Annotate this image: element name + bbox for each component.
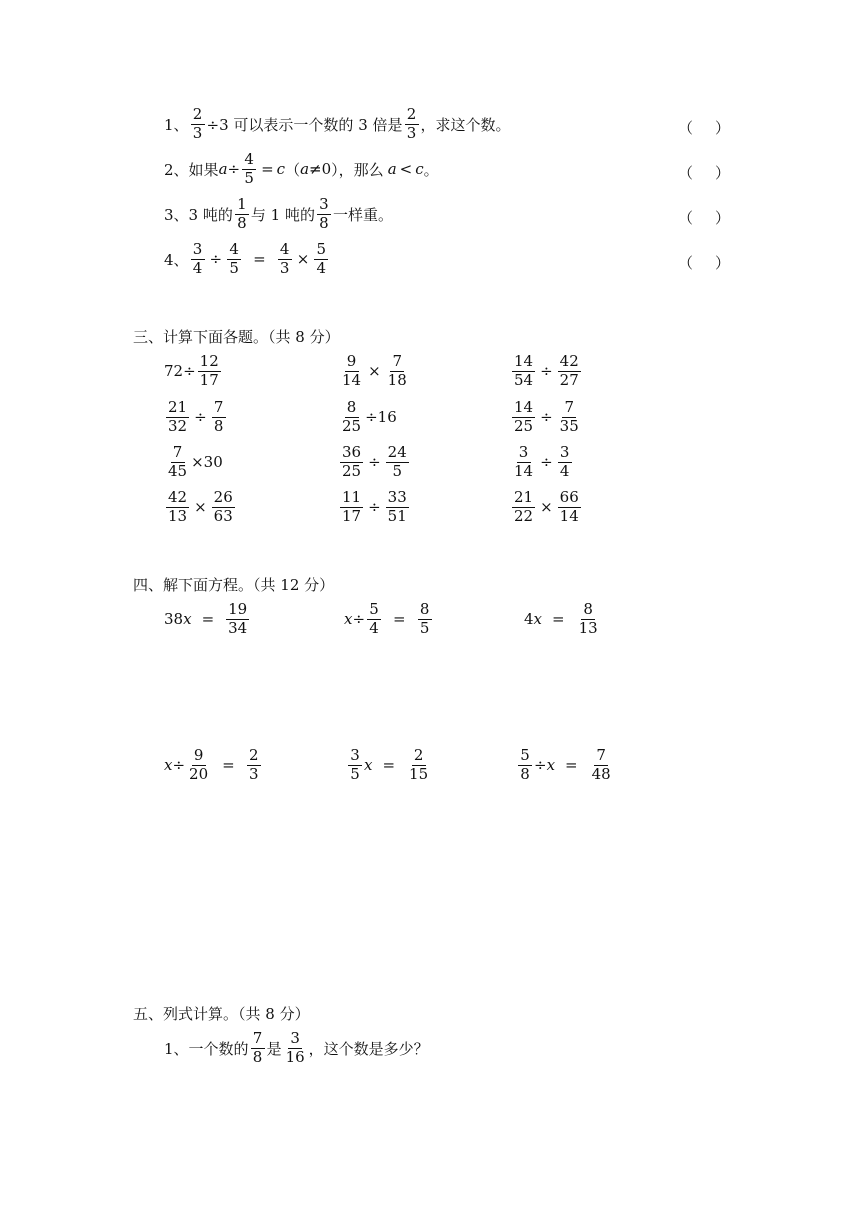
numerator: 8 bbox=[418, 602, 432, 620]
fraction bbox=[191, 242, 205, 277]
fraction bbox=[348, 748, 362, 783]
denominator: 16 bbox=[285, 1047, 305, 1066]
answer-parentheses[interactable] bbox=[678, 162, 730, 183]
math-text: a bbox=[300, 160, 310, 179]
numerator: 7 bbox=[390, 354, 404, 372]
math-text: ÷ bbox=[194, 408, 207, 427]
denominator: 5 bbox=[229, 258, 239, 277]
fraction bbox=[367, 602, 381, 637]
denominator: 32 bbox=[168, 416, 188, 435]
denominator: 34 bbox=[228, 618, 248, 637]
math-text: 38 bbox=[164, 610, 184, 629]
fraction bbox=[242, 152, 256, 187]
denominator: 14 bbox=[342, 370, 362, 389]
math-text: 一样重。 bbox=[332, 205, 393, 224]
calc-problem-2 bbox=[338, 354, 411, 389]
math-text: = bbox=[552, 610, 565, 629]
calc-problem-5 bbox=[338, 400, 397, 435]
denominator: 3 bbox=[279, 258, 290, 277]
numerator: 4 bbox=[278, 242, 292, 260]
numerator: 2 bbox=[191, 107, 205, 125]
fraction bbox=[558, 445, 572, 480]
math-text: = bbox=[382, 756, 396, 775]
denominator: 8 bbox=[213, 416, 224, 435]
math-text: 如果 bbox=[188, 160, 219, 179]
item-number: 4、 bbox=[164, 250, 189, 269]
numerator: 7 bbox=[212, 400, 226, 418]
word-problem-1 bbox=[164, 1031, 429, 1066]
equation-1 bbox=[164, 602, 251, 637]
denominator: 5 bbox=[244, 168, 254, 187]
judgment-item-4 bbox=[164, 242, 330, 277]
fraction bbox=[251, 1031, 265, 1066]
numerator: 3 bbox=[558, 445, 572, 463]
math-text: ），那么 bbox=[331, 160, 384, 179]
section-4-title: 四、解下面方程。（共 12 分） bbox=[133, 576, 335, 594]
math-text: ÷ bbox=[540, 362, 553, 381]
math-text: a bbox=[387, 160, 397, 179]
calc-problem-6 bbox=[510, 400, 583, 435]
math-text: （ bbox=[678, 119, 694, 137]
numerator: 2 bbox=[405, 107, 419, 125]
numerator: 5 bbox=[314, 242, 328, 260]
math-text: × bbox=[191, 453, 204, 472]
fraction bbox=[340, 400, 363, 435]
denominator: 63 bbox=[213, 506, 233, 525]
numerator: 24 bbox=[387, 443, 407, 461]
numerator: 42 bbox=[559, 352, 579, 370]
numerator: 4 bbox=[242, 152, 256, 170]
math-text: 与 1 吨的 bbox=[250, 205, 315, 224]
math-text: ） bbox=[714, 119, 730, 137]
math-text: x bbox=[183, 610, 192, 629]
fraction bbox=[212, 490, 235, 525]
answer-parentheses[interactable] bbox=[678, 252, 730, 273]
math-text: 3 吨的 bbox=[188, 205, 233, 224]
fraction bbox=[386, 490, 409, 525]
fraction bbox=[284, 1031, 307, 1066]
fraction bbox=[191, 107, 205, 142]
numerator: 7 bbox=[562, 400, 576, 418]
math-text: c bbox=[276, 160, 286, 179]
numerator: 12 bbox=[199, 352, 219, 370]
denominator: 4 bbox=[559, 461, 570, 480]
math-text: ÷ bbox=[183, 362, 196, 381]
section-5-title: 五、列式计算。（共 8 分） bbox=[133, 1005, 310, 1023]
numerator: 9 bbox=[192, 748, 206, 766]
math-text: ÷ bbox=[352, 610, 366, 629]
fraction bbox=[226, 602, 249, 637]
denominator: 45 bbox=[168, 461, 188, 480]
math-text: ÷ bbox=[368, 453, 381, 472]
fraction bbox=[340, 445, 363, 480]
numerator: 4 bbox=[227, 242, 241, 260]
numerator: 2 bbox=[247, 748, 261, 766]
calc-problem-4 bbox=[164, 400, 228, 435]
question-text: ，求这个数。 bbox=[420, 115, 511, 134]
fraction bbox=[166, 400, 189, 435]
math-text: × bbox=[540, 498, 553, 517]
fraction bbox=[314, 242, 328, 277]
numerator: 7 bbox=[251, 1031, 265, 1049]
fraction bbox=[512, 490, 535, 525]
equation-5 bbox=[346, 748, 432, 783]
fraction bbox=[340, 490, 363, 525]
fraction bbox=[187, 748, 210, 783]
fraction bbox=[512, 400, 535, 435]
math-text: x bbox=[164, 756, 173, 775]
math-text: ÷ bbox=[227, 160, 241, 179]
denominator: 17 bbox=[199, 370, 219, 389]
equation-6 bbox=[516, 748, 615, 783]
denominator: 5 bbox=[392, 461, 402, 480]
numerator: 3 bbox=[288, 1031, 302, 1049]
item-number: 3、 bbox=[164, 205, 189, 224]
math-text: = bbox=[261, 160, 274, 179]
math-text: = bbox=[565, 756, 578, 775]
numerator: 3 bbox=[517, 445, 531, 463]
numerator: 11 bbox=[342, 488, 362, 506]
math-text: 4 bbox=[524, 610, 534, 629]
math-text: x bbox=[546, 756, 556, 775]
math-text: ） bbox=[714, 254, 730, 272]
fraction bbox=[558, 354, 581, 389]
question-text: ÷3 可以表示一个数的 3 倍是 bbox=[206, 115, 403, 134]
numerator: 7 bbox=[594, 748, 608, 766]
math-text: x bbox=[364, 756, 373, 775]
calc-problem-7 bbox=[164, 445, 223, 480]
fraction bbox=[317, 197, 331, 232]
numerator: 21 bbox=[168, 398, 188, 416]
calc-problem-12 bbox=[510, 490, 583, 525]
math-text: ÷ bbox=[534, 756, 547, 775]
math-text: ÷ bbox=[209, 250, 223, 269]
math-text: = bbox=[201, 610, 215, 629]
math-text: = bbox=[393, 610, 406, 629]
denominator: 3 bbox=[248, 764, 259, 783]
math-text: ） bbox=[714, 209, 730, 227]
fraction bbox=[247, 748, 261, 783]
math-text: 是 bbox=[266, 1039, 282, 1058]
math-text: （ bbox=[678, 254, 694, 272]
numerator: 42 bbox=[168, 488, 188, 506]
numerator: 66 bbox=[559, 488, 579, 506]
denominator: 25 bbox=[514, 416, 534, 435]
denominator: 18 bbox=[387, 370, 407, 389]
fraction bbox=[558, 400, 581, 435]
denominator: 8 bbox=[319, 213, 329, 232]
denominator: 5 bbox=[350, 764, 360, 783]
math-text: = bbox=[253, 250, 266, 269]
math-text: c bbox=[415, 160, 424, 179]
item-number: 1、 bbox=[164, 115, 189, 134]
numerator: 5 bbox=[518, 748, 532, 766]
math-text: a bbox=[218, 160, 228, 179]
denominator: 51 bbox=[387, 506, 407, 525]
denominator: 54 bbox=[514, 370, 534, 389]
numerator: 19 bbox=[228, 600, 248, 618]
math-text: 72 bbox=[164, 362, 184, 381]
fraction bbox=[405, 107, 419, 142]
math-text: × bbox=[296, 250, 310, 269]
fraction bbox=[386, 354, 409, 389]
numerator: 3 bbox=[317, 197, 331, 215]
fraction bbox=[340, 354, 363, 389]
equation-4 bbox=[164, 748, 263, 783]
denominator: 14 bbox=[514, 461, 534, 480]
fraction bbox=[212, 400, 226, 435]
numerator: 3 bbox=[191, 242, 205, 260]
fraction bbox=[166, 490, 189, 525]
denominator: 5 bbox=[419, 618, 430, 637]
fraction bbox=[518, 748, 532, 783]
fraction bbox=[386, 445, 409, 480]
judgment-item-2 bbox=[164, 152, 439, 187]
denominator: 25 bbox=[342, 461, 362, 480]
denominator: 13 bbox=[168, 506, 188, 525]
numerator: 36 bbox=[342, 443, 362, 461]
numerator: 2 bbox=[412, 748, 426, 766]
equation-2 bbox=[344, 602, 434, 637]
math-text: × bbox=[194, 498, 207, 517]
denominator: 8 bbox=[520, 764, 530, 783]
denominator: 25 bbox=[342, 416, 362, 435]
fraction bbox=[407, 748, 430, 783]
denominator: 20 bbox=[189, 764, 209, 783]
fraction bbox=[235, 197, 249, 232]
denominator: 14 bbox=[559, 506, 579, 525]
calc-problem-8 bbox=[338, 445, 411, 480]
numerator: 14 bbox=[514, 352, 534, 370]
math-text: ÷ bbox=[540, 453, 553, 472]
numerator: 14 bbox=[514, 398, 534, 416]
fraction bbox=[198, 354, 221, 389]
numerator: 8 bbox=[581, 602, 595, 620]
calc-problem-1 bbox=[164, 354, 223, 389]
fraction bbox=[558, 490, 581, 525]
numerator: 3 bbox=[348, 748, 362, 766]
numerator: 26 bbox=[213, 488, 233, 506]
numerator: 33 bbox=[387, 488, 407, 506]
math-text: ，这个数是多少？ bbox=[308, 1039, 429, 1058]
fraction bbox=[278, 242, 292, 277]
numerator: 8 bbox=[345, 400, 359, 418]
math-text: x bbox=[533, 610, 543, 629]
denominator: 13 bbox=[578, 618, 598, 637]
math-text: 一个数的 bbox=[188, 1039, 249, 1058]
calc-problem-9 bbox=[510, 445, 574, 480]
math-text: ÷ bbox=[365, 408, 378, 427]
math-text: ≠0 bbox=[309, 160, 332, 179]
math-text: （ bbox=[678, 164, 694, 182]
math-text: 1、 bbox=[164, 1039, 189, 1058]
math-text: 16 bbox=[377, 408, 397, 427]
math-text: = bbox=[222, 756, 235, 775]
math-text: ÷ bbox=[368, 498, 381, 517]
calc-problem-11 bbox=[338, 490, 411, 525]
denominator: 8 bbox=[237, 213, 247, 232]
denominator: 3 bbox=[192, 123, 203, 142]
numerator: 9 bbox=[345, 354, 359, 372]
denominator: 3 bbox=[406, 123, 417, 142]
math-text: （ bbox=[678, 209, 694, 227]
math-text: < bbox=[399, 160, 413, 179]
denominator: 8 bbox=[252, 1047, 263, 1066]
math-text: ÷ bbox=[172, 756, 186, 775]
denominator: 4 bbox=[316, 258, 327, 277]
fraction bbox=[590, 748, 613, 783]
judgment-item-1 bbox=[164, 107, 511, 142]
answer-parentheses[interactable] bbox=[678, 117, 730, 138]
denominator: 4 bbox=[192, 258, 203, 277]
fraction bbox=[512, 445, 535, 480]
fraction bbox=[166, 445, 189, 480]
denominator: 15 bbox=[409, 764, 429, 783]
fraction bbox=[577, 602, 600, 637]
judgment-item-3 bbox=[164, 197, 393, 232]
math-text: 。 bbox=[423, 160, 439, 179]
math-text: ） bbox=[714, 164, 730, 182]
calc-problem-3 bbox=[510, 354, 583, 389]
math-text: ÷ bbox=[540, 408, 553, 427]
answer-parentheses[interactable] bbox=[678, 207, 730, 228]
denominator: 35 bbox=[559, 416, 579, 435]
fraction bbox=[418, 602, 432, 637]
numerator: 21 bbox=[514, 488, 534, 506]
denominator: 17 bbox=[342, 506, 362, 525]
fraction bbox=[512, 354, 535, 389]
item-number: 2、 bbox=[164, 160, 189, 179]
equation-3 bbox=[524, 602, 602, 637]
denominator: 27 bbox=[559, 370, 579, 389]
numerator: 7 bbox=[171, 445, 185, 463]
math-text: （ bbox=[285, 160, 301, 179]
math-text: x bbox=[344, 610, 353, 629]
calc-problem-10 bbox=[164, 490, 237, 525]
math-text: 30 bbox=[203, 453, 223, 472]
fraction bbox=[227, 242, 241, 277]
section-3-title: 三、计算下面各题。（共 8 分） bbox=[133, 328, 340, 346]
numerator: 1 bbox=[235, 197, 249, 215]
numerator: 5 bbox=[367, 602, 381, 620]
denominator: 4 bbox=[369, 618, 379, 637]
denominator: 48 bbox=[591, 764, 611, 783]
denominator: 22 bbox=[514, 506, 534, 525]
math-text: × bbox=[368, 362, 381, 381]
